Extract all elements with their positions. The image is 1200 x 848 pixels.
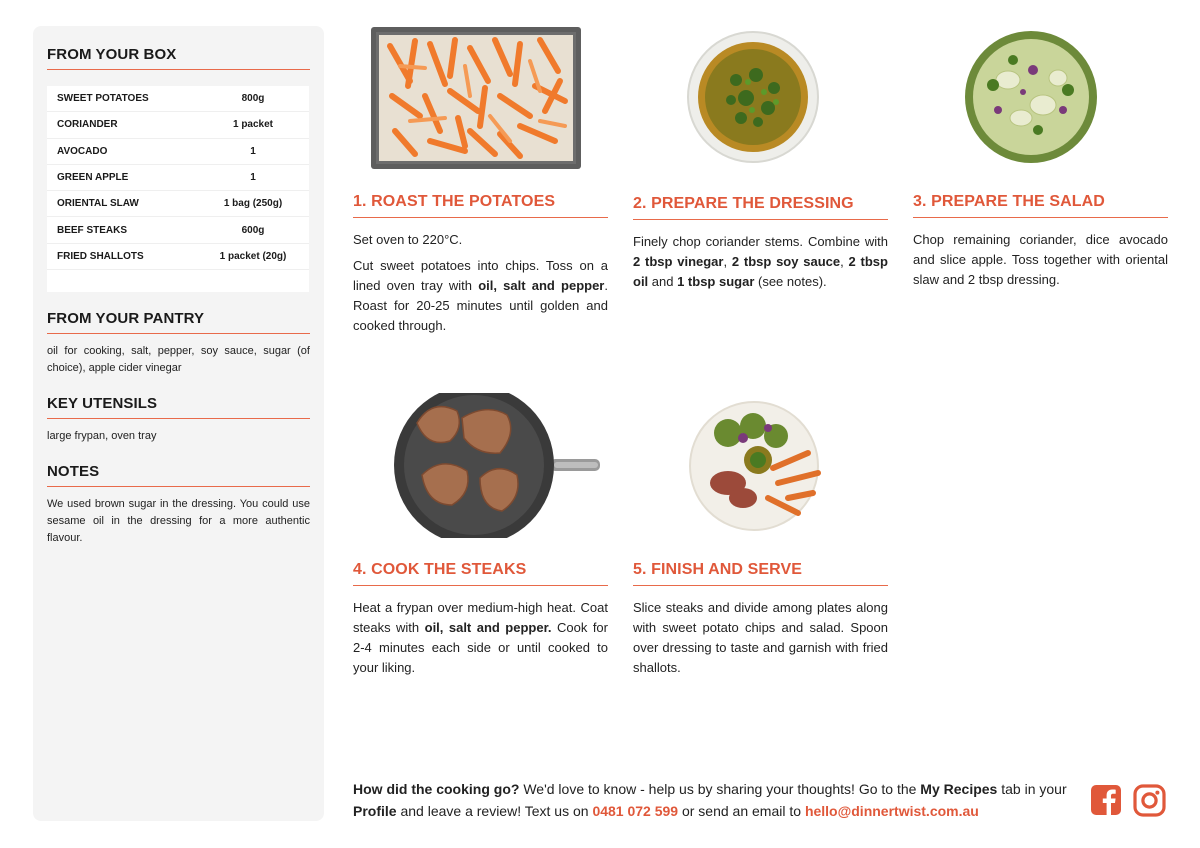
step-5-title: 5. FINISH AND SERVE: [633, 561, 888, 586]
text-run-bold: oil, salt and pepper: [478, 278, 605, 293]
ingredient-qty: 1: [250, 172, 256, 184]
text-run: tab in your: [997, 781, 1067, 797]
ingredients-sidebar: [33, 26, 324, 821]
footer-question: How did the cooking go?: [353, 781, 520, 797]
step-2-para: [633, 232, 888, 292]
step-5-text: [633, 598, 888, 678]
ingredient-qty: 1: [250, 145, 256, 157]
ingredient-name: CORIANDER: [57, 119, 118, 131]
instagram-link[interactable]: [1133, 784, 1166, 817]
table-row: [47, 191, 309, 217]
feedback-footer: [353, 778, 1073, 822]
pantry-section: [47, 310, 310, 377]
text-run: . Roast for 20-25 minutes until golden and cooked through.: [353, 278, 608, 333]
ingredient-qty: 1 packet: [232, 119, 274, 131]
text-run: Cut sweet potatoes into chips. Toss on a lined oven tray with: [353, 258, 608, 293]
notes-text: We used brown sugar in the dressing. You could use sesame oil in the dressing for a more authentic flavour.: [47, 498, 310, 545]
ingredient-name: FRIED SHALLOTS: [57, 250, 144, 262]
utensils-text: large frypan, oven tray: [47, 430, 157, 443]
step-2-title: 2. PREPARE THE DRESSING: [633, 195, 888, 220]
utensils-section: [47, 395, 310, 445]
text-run: We'd love to know - help us by sharing your thoughts! Go to the: [519, 781, 921, 797]
step-roast-potatoes: [353, 193, 608, 336]
step-4-text: [353, 598, 608, 678]
email-link[interactable]: hello@dinnertwist.com.au: [804, 803, 979, 819]
ingredient-name: GREEN APPLE: [57, 172, 129, 184]
step-finish-serve: [633, 561, 888, 678]
ingredient-qty: 1 bag (250g): [223, 198, 283, 210]
salad-photo: [963, 30, 1100, 165]
text-run: and: [648, 274, 678, 289]
text-run: and leave a review! Text us on: [396, 803, 593, 819]
roast-potatoes-photo: [370, 26, 582, 170]
step-3-text: [913, 230, 1168, 290]
text-run-bold: oil, salt and pepper.: [424, 620, 552, 635]
ingredient-qty: 600g: [241, 224, 265, 236]
table-row: [47, 86, 309, 112]
from-your-box-heading: FROM YOUR BOX: [47, 46, 310, 70]
ingredient-name: AVOCADO: [57, 145, 108, 157]
key-utensils-heading: KEY UTENSILS: [47, 395, 310, 419]
profile-link[interactable]: Profile: [353, 803, 397, 819]
ingredient-name: SWEET POTATOES: [57, 93, 149, 105]
table-row: [47, 139, 309, 165]
step-5-para: Slice steaks and divide among plates along with sweet potato chips and salad. Spoon over dressing to taste and garnish with fried shallots.: [633, 600, 888, 675]
ingredients-table: [47, 86, 309, 292]
ingredient-qty: 1 packet (20g): [219, 250, 287, 262]
ingredient-name: ORIENTAL SLAW: [57, 198, 139, 210]
my-recipes-link[interactable]: My Recipes: [920, 781, 998, 797]
instagram-icon: [1133, 784, 1166, 817]
step-3-para: Chop remaining coriander, dice avocado and slice apple. Toss together with oriental slaw and 2 tbsp dressing.: [913, 232, 1168, 287]
step-1-title: 1. ROAST THE POTATOES: [353, 193, 608, 218]
finished-dish-photo: [688, 398, 828, 532]
step-prepare-salad: [913, 193, 1168, 290]
table-row: [47, 217, 309, 243]
text-run-bold: 1 tbsp sugar: [677, 274, 755, 289]
ingredient-qty: 800g: [241, 93, 265, 105]
facebook-icon: [1090, 784, 1122, 816]
step-1-para-1: Set oven to 220°C.: [353, 232, 463, 247]
table-row: [47, 112, 309, 138]
step-prepare-dressing: [633, 195, 888, 292]
step-1-para-2: [353, 256, 608, 336]
step-3-title: 3. PREPARE THE SALAD: [913, 193, 1168, 218]
text-run-bold: 2 tbsp oil: [633, 254, 888, 289]
text-run: Heat a frypan over medium-high heat. Coat steaks with: [353, 600, 608, 635]
step-2-text: [633, 232, 888, 292]
text-run: (see notes).: [754, 274, 827, 289]
ingredient-name: BEEF STEAKS: [57, 224, 128, 236]
text-run: Finely chop coriander stems. Combine with: [633, 234, 888, 249]
text-run-bold: 2 tbsp vinegar: [633, 254, 724, 269]
step-1-text: [353, 230, 608, 336]
text-run-bold: 2 tbsp soy sauce: [731, 254, 841, 269]
text-run: Cook for 2-4 minutes each side or until cooked to your liking.: [353, 620, 608, 675]
text-run: ,: [840, 254, 849, 269]
text-run: ,: [723, 254, 732, 269]
table-row: [47, 165, 309, 191]
notes-section: [47, 463, 310, 547]
step-cook-steaks: [353, 561, 608, 678]
facebook-link[interactable]: [1090, 784, 1122, 816]
from-your-pantry-heading: FROM YOUR PANTRY: [47, 310, 310, 334]
dressing-photo: [686, 30, 820, 164]
table-row: [47, 244, 309, 270]
text-run: or send an email to: [678, 803, 805, 819]
step-4-title: 4. COOK THE STEAKS: [353, 561, 608, 586]
pantry-text: oil for cooking, salt, pepper, soy sauce, sugar (of choice), apple cider vinegar: [47, 345, 310, 375]
phone-link[interactable]: 0481 072 599: [592, 803, 679, 819]
notes-heading: NOTES: [47, 463, 310, 487]
frypan-photo: [392, 393, 602, 538]
step-4-para: [353, 598, 608, 678]
